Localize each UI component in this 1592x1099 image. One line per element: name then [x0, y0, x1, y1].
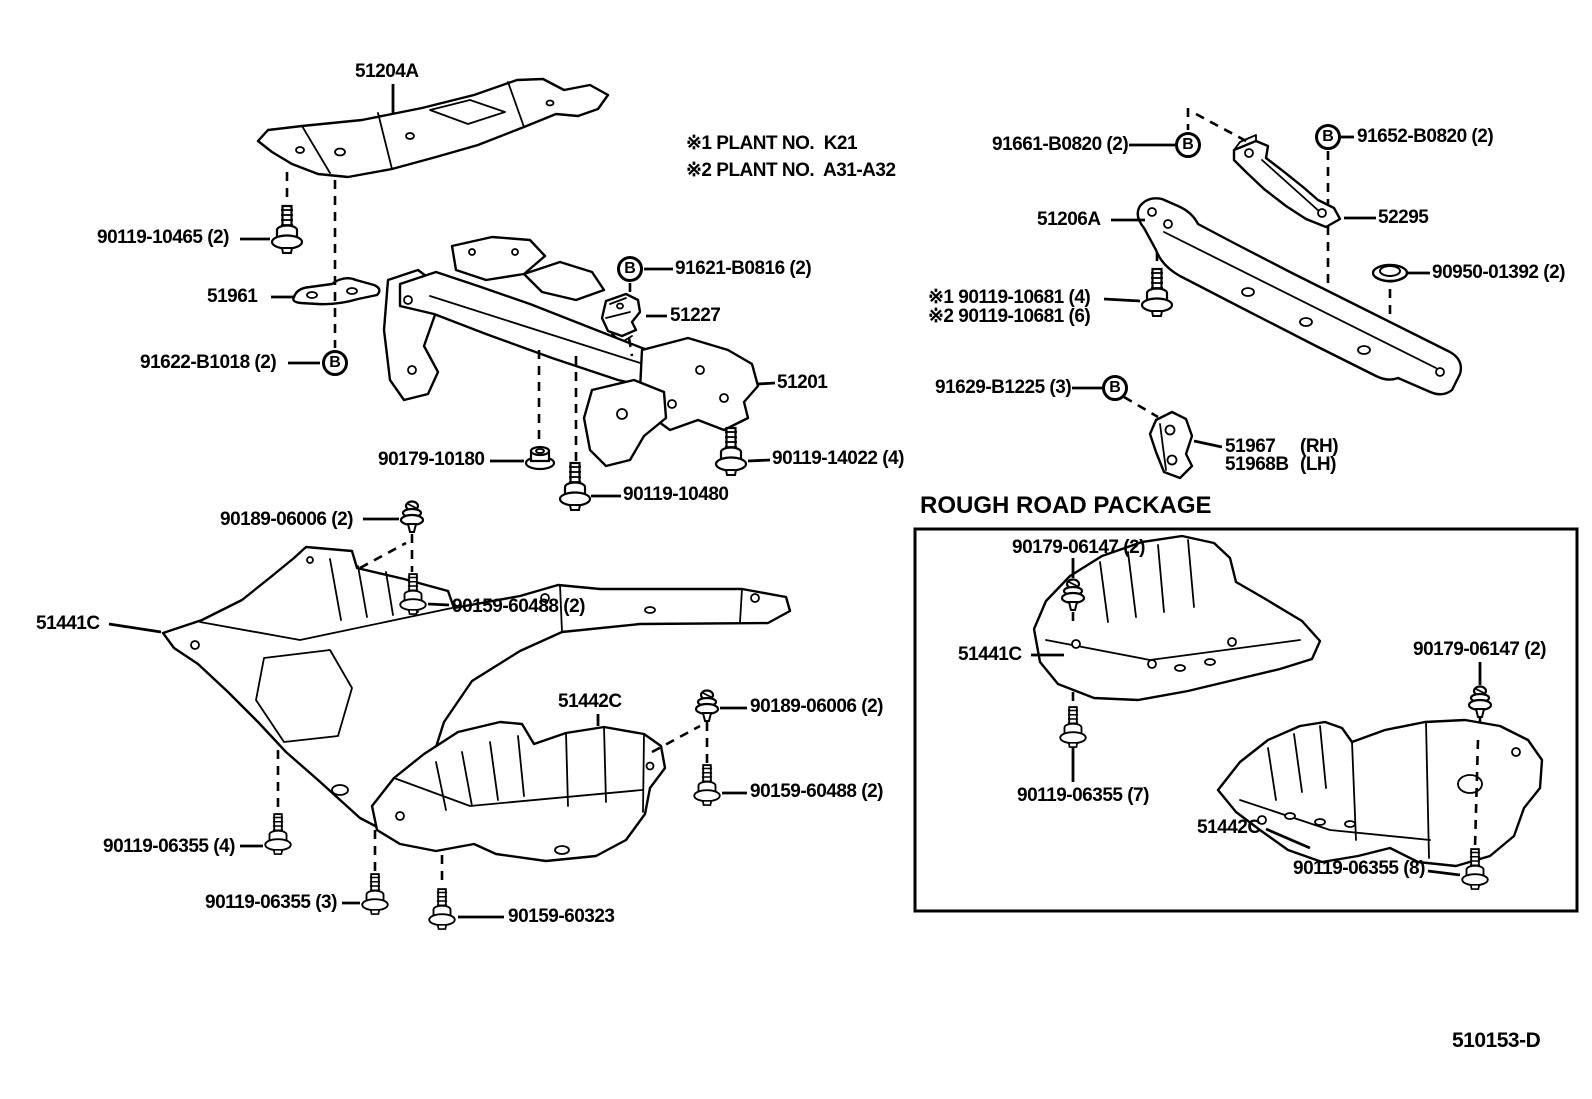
bolt-icon-90119-06355-3: [362, 874, 388, 914]
bolt-icon-90119-10480: [560, 463, 590, 510]
b-bolt-symbol-91629: B: [1102, 375, 1128, 401]
part-51442c-rough: [1218, 720, 1542, 866]
part-51961: [293, 278, 379, 304]
callout-51204a: 51204A: [355, 61, 419, 82]
callout-90189-06006-left: 90189-06006 (2): [220, 509, 353, 530]
bolt-icon-90119-06355-4: [265, 814, 291, 854]
callout-90159-60323: 90159-60323: [508, 906, 615, 927]
callout-90119-06355-3: 90119-06355 (3): [205, 892, 337, 913]
callout-90119-10480: 90119-10480: [623, 484, 729, 505]
callout-51201: 51201: [777, 372, 828, 393]
clip-icon-90179-06147-right: [1469, 687, 1491, 718]
callout-90950-01392: 90950-01392 (2): [1432, 262, 1565, 283]
callout-90119-06355-8: 90119-06355 (8): [1293, 858, 1425, 879]
clip-icon-90189-06006-left: [401, 502, 423, 533]
bolt-icon-90119-06355-7: [1060, 707, 1086, 747]
callout-90189-06006-right: 90189-06006 (2): [750, 696, 883, 717]
b-bolt-symbol-91621: B: [617, 256, 643, 282]
bolt-icon-90119-10465: [272, 206, 302, 253]
nut-icon-90179-10180: [526, 447, 554, 469]
screw-icon-90159-60323: [429, 889, 455, 929]
callout-90119-10681-plant1: ※1 90119-10681 (4): [928, 287, 1091, 308]
grommet-icon-90950-01392: [1373, 265, 1407, 282]
callout-51442c: 51442C: [558, 691, 622, 712]
diagram-code: 510153-D: [1452, 1029, 1541, 1052]
bolt-icon-90119-14022: [716, 428, 746, 475]
callout-90119-10681-plant2: ※2 90119-10681 (6): [928, 306, 1091, 327]
callout-90179-10180: 90179-10180: [378, 449, 485, 470]
callout-51206a: 51206A: [1037, 209, 1101, 230]
callout-91629-b1225: 91629-B1225 (3): [935, 377, 1072, 398]
callout-51968b: 51968B: [1225, 454, 1289, 475]
callout-51441c-rough: 51441C: [958, 644, 1022, 665]
part-51441c-rough: [1034, 536, 1320, 700]
part-51204a: [258, 79, 608, 177]
callout-91622-b1018: 91622-B1018 (2): [140, 352, 277, 373]
rough-road-package-title: ROUGH ROAD PACKAGE: [920, 492, 1212, 519]
clip-icon-90189-06006-right: [696, 691, 718, 722]
callout-51441c: 51441C: [36, 613, 100, 634]
callout-51442c-rough: 51442C: [1197, 817, 1261, 838]
callout-90119-06355-7: 90119-06355 (7): [1017, 785, 1149, 806]
callout-91652-b0820: 91652-B0820 (2): [1357, 126, 1494, 147]
callout-90119-14022: 90119-14022 (4): [772, 448, 904, 469]
callout-51968b-lh: (LH): [1300, 454, 1336, 475]
callout-52295: 52295: [1378, 207, 1429, 228]
callout-90119-10465: 90119-10465 (2): [97, 227, 229, 248]
part-51967: [1150, 412, 1192, 478]
callout-90179-06147-left: 90179-06147 (2): [1012, 537, 1145, 558]
callout-90159-60488-left: 90159-60488 (2): [452, 596, 585, 617]
callout-90159-60488-right: 90159-60488 (2): [750, 781, 883, 802]
callout-91661-b0820: 91661-B0820 (2): [992, 134, 1129, 155]
plant-note-2: ※2 PLANT NO. A31-A32: [686, 160, 896, 181]
callout-51967-rh: (RH): [1300, 436, 1339, 457]
b-bolt-symbol-91622: B: [322, 350, 348, 376]
screw-icon-90159-60488-right: [694, 765, 720, 805]
callout-51961: 51961: [207, 286, 258, 307]
bolt-icon-90119-10681: [1142, 269, 1172, 316]
b-bolt-symbol-91652: B: [1315, 124, 1341, 150]
callout-51227: 51227: [670, 305, 721, 326]
callout-51967: 51967: [1225, 436, 1276, 457]
callout-90179-06147-right: 90179-06147 (2): [1413, 639, 1546, 660]
callout-91621-b0816: 91621-B0816 (2): [675, 258, 812, 279]
callout-90119-06355-4: 90119-06355 (4): [103, 836, 235, 857]
plant-note-1: ※1 PLANT NO. K21: [686, 133, 858, 154]
b-bolt-symbol-91661: B: [1175, 132, 1201, 158]
